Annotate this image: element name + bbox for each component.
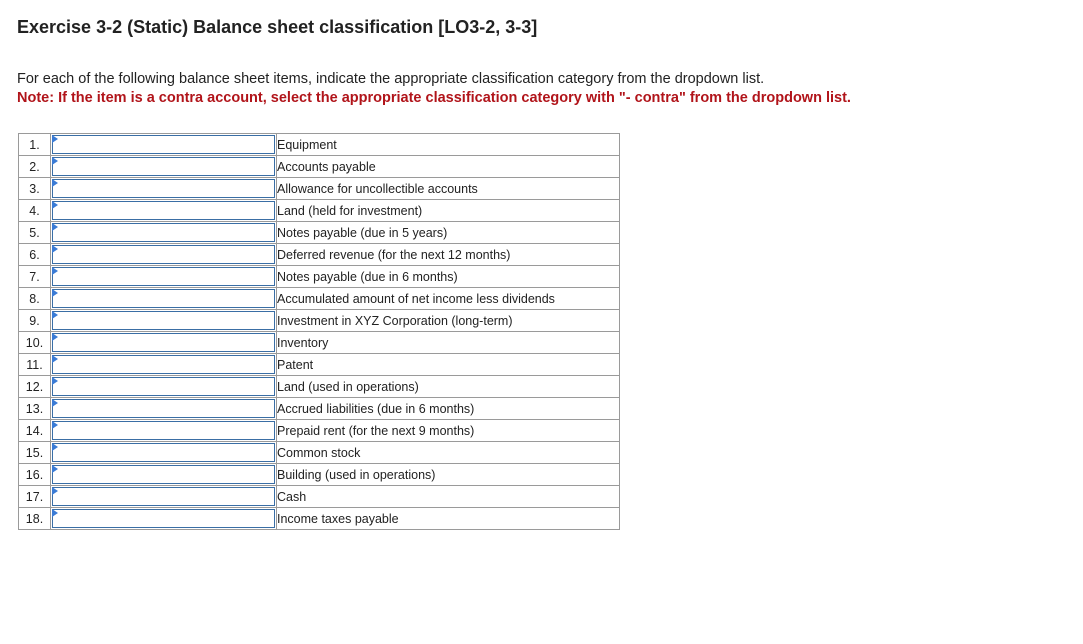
table-row [19,310,620,332]
item-label: Inventory [277,332,620,354]
dropdown-triangle-icon[interactable] [52,201,58,209]
item-number: 12. [19,376,51,398]
classification-table [18,133,620,530]
item-label: Accumulated amount of net income less dividends [277,288,620,310]
item-number: 9. [19,310,51,332]
item-label: Income taxes payable [277,508,620,530]
answer-cell [51,134,277,156]
answer-cell [51,156,277,178]
table-row [19,266,620,288]
classification-dropdown[interactable] [52,355,275,374]
dropdown-triangle-icon[interactable] [52,465,58,473]
item-number: 4. [19,200,51,222]
item-label: Land (used in operations) [277,376,620,398]
table-row [19,486,620,508]
item-label: Prepaid rent (for the next 9 months) [277,420,620,442]
answer-cell [51,200,277,222]
item-label: Investment in XYZ Corporation (long-term) [277,310,620,332]
item-number: 16. [19,464,51,486]
answer-cell [51,332,277,354]
table-row [19,332,620,354]
classification-dropdown[interactable] [52,443,275,462]
item-number: 18. [19,508,51,530]
item-number: 17. [19,486,51,508]
dropdown-triangle-icon[interactable] [52,509,58,517]
dropdown-triangle-icon[interactable] [52,245,58,253]
dropdown-triangle-icon[interactable] [52,443,58,451]
dropdown-triangle-icon[interactable] [52,289,58,297]
classification-dropdown[interactable] [52,245,275,264]
item-number: 5. [19,222,51,244]
item-label: Accounts payable [277,156,620,178]
classification-dropdown[interactable] [52,201,275,220]
classification-dropdown[interactable] [52,333,275,352]
classification-dropdown[interactable] [52,157,275,176]
classification-dropdown[interactable] [52,223,275,242]
answer-cell [51,508,277,530]
classification-dropdown[interactable] [52,399,275,418]
table-row [19,398,620,420]
table-row [19,244,620,266]
table-row [19,354,620,376]
dropdown-triangle-icon[interactable] [52,311,58,319]
classification-dropdown[interactable] [52,289,275,308]
dropdown-triangle-icon[interactable] [52,267,58,275]
item-label: Allowance for uncollectible accounts [277,178,620,200]
item-label: Accrued liabilities (due in 6 months) [277,398,620,420]
dropdown-triangle-icon[interactable] [52,355,58,363]
table-row [19,442,620,464]
item-label: Deferred revenue (for the next 12 months) [277,244,620,266]
dropdown-triangle-icon[interactable] [52,421,58,429]
item-label: Notes payable (due in 5 years) [277,222,620,244]
contra-note: Note: If the item is a contra account, select the appropriate classification category with "- contra" from the dropdown list. [17,90,851,106]
item-number: 13. [19,398,51,420]
table-row [19,288,620,310]
dropdown-triangle-icon[interactable] [52,333,58,341]
item-number: 14. [19,420,51,442]
item-label: Common stock [277,442,620,464]
item-number: 2. [19,156,51,178]
table-row [19,156,620,178]
item-label: Equipment [277,134,620,156]
page-title: Exercise 3-2 (Static) Balance sheet classification [LO3-2, 3-3] [17,17,538,37]
table-row [19,222,620,244]
item-label: Building (used in operations) [277,464,620,486]
table-row [19,376,620,398]
classification-dropdown[interactable] [52,179,275,198]
table-row [19,178,620,200]
classification-dropdown[interactable] [52,465,275,484]
instructions-text: For each of the following balance sheet items, indicate the appropriate classification category from the dropdown list. [17,71,765,87]
answer-cell [51,266,277,288]
item-label: Notes payable (due in 6 months) [277,266,620,288]
table-row [19,464,620,486]
answer-cell [51,442,277,464]
classification-dropdown[interactable] [52,135,275,154]
item-number: 15. [19,442,51,464]
classification-dropdown[interactable] [52,267,275,286]
item-number: 10. [19,332,51,354]
item-label: Land (held for investment) [277,200,620,222]
item-number: 1. [19,134,51,156]
dropdown-triangle-icon[interactable] [52,157,58,165]
answer-cell [51,486,277,508]
answer-cell [51,222,277,244]
item-label: Patent [277,354,620,376]
answer-cell [51,244,277,266]
classification-dropdown[interactable] [52,487,275,506]
classification-dropdown[interactable] [52,509,275,528]
answer-cell [51,420,277,442]
dropdown-triangle-icon[interactable] [52,223,58,231]
dropdown-triangle-icon[interactable] [52,377,58,385]
table-row [19,200,620,222]
classification-dropdown[interactable] [52,421,275,440]
dropdown-triangle-icon[interactable] [52,487,58,495]
dropdown-triangle-icon[interactable] [52,135,58,143]
item-number: 8. [19,288,51,310]
item-number: 3. [19,178,51,200]
answer-cell [51,288,277,310]
instructions [17,70,851,108]
answer-cell [51,398,277,420]
item-label: Cash [277,486,620,508]
dropdown-triangle-icon[interactable] [52,399,58,407]
item-number: 11. [19,354,51,376]
answer-cell [51,354,277,376]
answer-cell [51,178,277,200]
answer-cell [51,464,277,486]
answer-cell [51,376,277,398]
item-number: 7. [19,266,51,288]
table-row [19,134,620,156]
classification-dropdown[interactable] [52,311,275,330]
table-row [19,508,620,530]
table-row [19,420,620,442]
answer-cell [51,310,277,332]
dropdown-triangle-icon[interactable] [52,179,58,187]
item-number: 6. [19,244,51,266]
classification-dropdown[interactable] [52,377,275,396]
